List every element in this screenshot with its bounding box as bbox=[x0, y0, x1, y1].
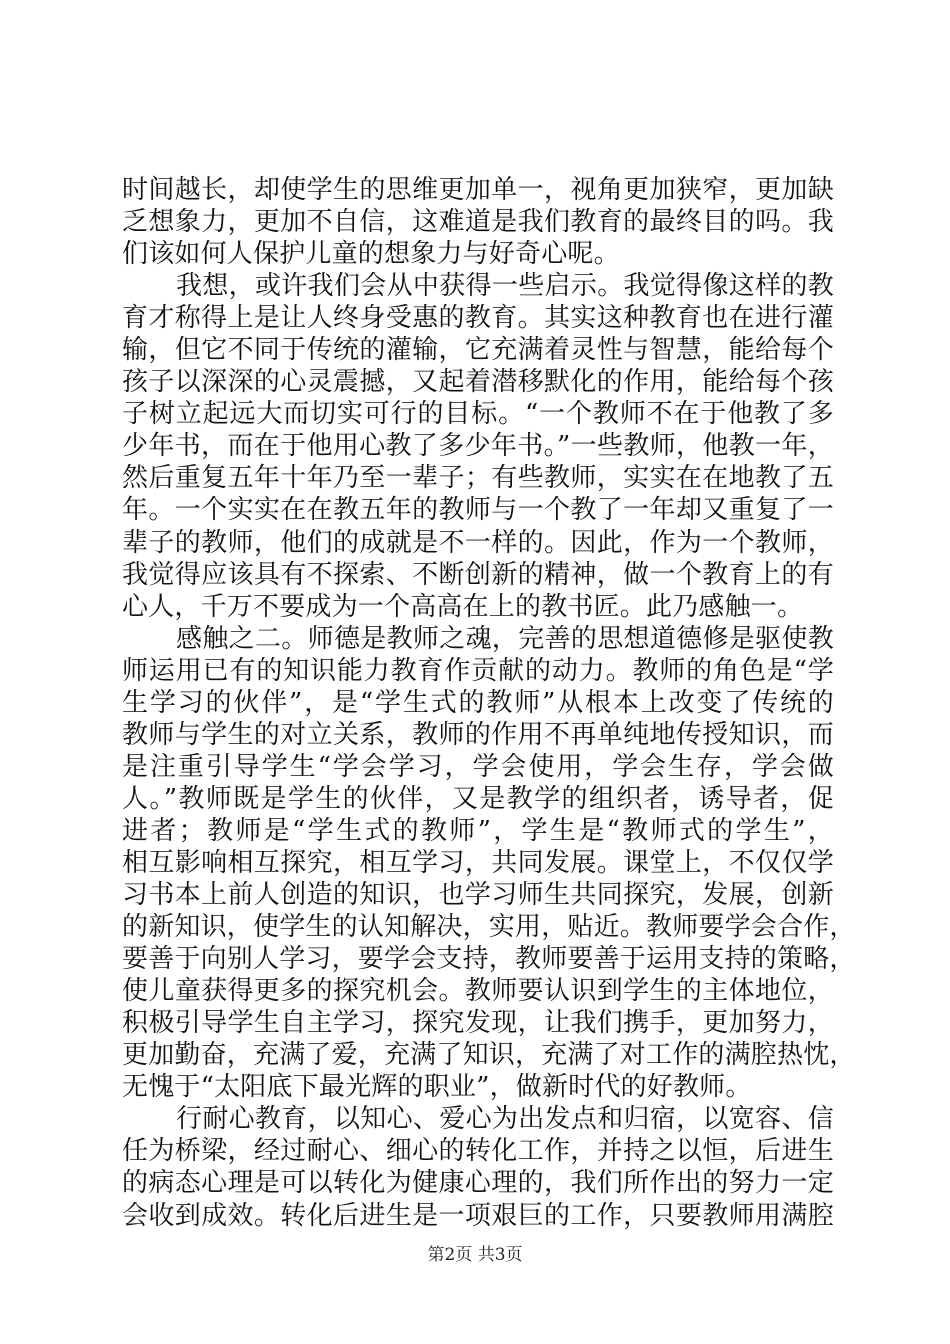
text-line: 的新知识，使学生的认知解决，实用，贴近。教师要学会合作， bbox=[122, 912, 856, 943]
text-line: 们该如何人保护儿童的想象力与好奇心呢。 bbox=[122, 239, 620, 270]
text-line: 感触之二。师德是教师之魂，完善的思想道德修是驱使教 bbox=[176, 623, 834, 654]
text-line: 师运用已有的知识能力教育作贡献的动力。教师的角色是“学 bbox=[122, 655, 834, 686]
text-line: 我想，或许我们会从中获得一些启示。我觉得像这样的教 bbox=[176, 271, 834, 302]
text-line: 育才称得上是让人终身受惠的教育。其实这种教育也在进行灌 bbox=[122, 303, 834, 334]
text-line: 我觉得应该具有不探索、不断创新的精神，做一个教育上的有 bbox=[122, 559, 834, 590]
text-line: 辈子的教师，他们的成就是不一样的。因此，作为一个教师， bbox=[122, 527, 834, 558]
text-line: 然后重复五年十年乃至一辈子；有些教师，实实在在地教了五 bbox=[122, 463, 834, 494]
text-line: 子树立起远大而切实可行的目标。“一个教师不在于他教了多 bbox=[122, 399, 834, 430]
text-line: 孩子以深深的心灵震撼，又起着潜移默化的作用，能给每个孩 bbox=[122, 367, 834, 398]
text-line: 积极引导学生自主学习，探究发现，让我们携手，更加努力， bbox=[122, 1008, 834, 1039]
text-line: 使儿童获得更多的探究机会。教师要认识到学生的主体地位， bbox=[122, 976, 834, 1007]
text-line: 行耐心教育，以知心、爱心为出发点和归宿，以宽容、信 bbox=[176, 1104, 834, 1135]
text-line: 时间越长，却使学生的思维更加单一，视角更加狭窄，更加缺 bbox=[122, 175, 834, 205]
page-footer: 第2页 共3页 bbox=[427, 1245, 523, 1265]
text-line: 输，但它不同于传统的灌输，它充满着灵性与智慧，能给每个 bbox=[122, 335, 834, 366]
text-line: 习书本上前人创造的知识，也学习师生共同探究，发展，创新 bbox=[122, 880, 834, 911]
text-line: 教师与学生的对立关系，教师的作用不再单纯地传授知识，而 bbox=[122, 719, 834, 750]
text-line: 是注重引导学生“学会学习，学会使用，学会生存，学会做 bbox=[122, 751, 834, 782]
text-line: 相互影响相互探究，相互学习，共同发展。课堂上，不仅仅学 bbox=[122, 847, 834, 878]
text-line: 生学习的伙伴”，是“学生式的教师”从根本上改变了传统的 bbox=[122, 687, 834, 718]
text-line: 人。”教师既是学生的伙伴，又是教学的组织者，诱导者，促 bbox=[122, 783, 834, 814]
text-line: 的病态心理是可以转化为健康心理的，我们所作出的努力一定 bbox=[122, 1168, 834, 1199]
text-line: 乏想象力，更加不自信，这难道是我们教育的最终目的吗。我 bbox=[122, 207, 834, 238]
text-line: 少年书，而在于他用心教了多少年书。”一些教师，他教一年， bbox=[122, 431, 834, 462]
text-line: 更加勤奋，充满了爱，充满了知识，充满了对工作的满腔热忱， bbox=[122, 1040, 856, 1071]
text-line: 年。一个实实在在教五年的教师与一个教了一年却又重复了一 bbox=[122, 495, 834, 526]
text-line: 进者；教师是“学生式的教师”，学生是“教师式的学生”， bbox=[122, 815, 834, 846]
text-line: 会收到成效。转化后进生是一项艰巨的工作，只要教师用满腔 bbox=[122, 1200, 834, 1231]
text-line: 任为桥梁，经过耐心、细心的转化工作，并持之以恒，后进生 bbox=[122, 1136, 834, 1167]
body-text bbox=[122, 174, 856, 1232]
text-line: 心人，千万不要成为一个高高在上的教书匠。此乃感触一。 bbox=[122, 591, 804, 622]
text-line: 要善于向别人学习，要学会支持，教师要善于运用支持的策略， bbox=[122, 944, 856, 975]
text-line: 无愧于“太阳底下最光辉的职业”，做新时代的好教师。 bbox=[122, 1072, 752, 1103]
